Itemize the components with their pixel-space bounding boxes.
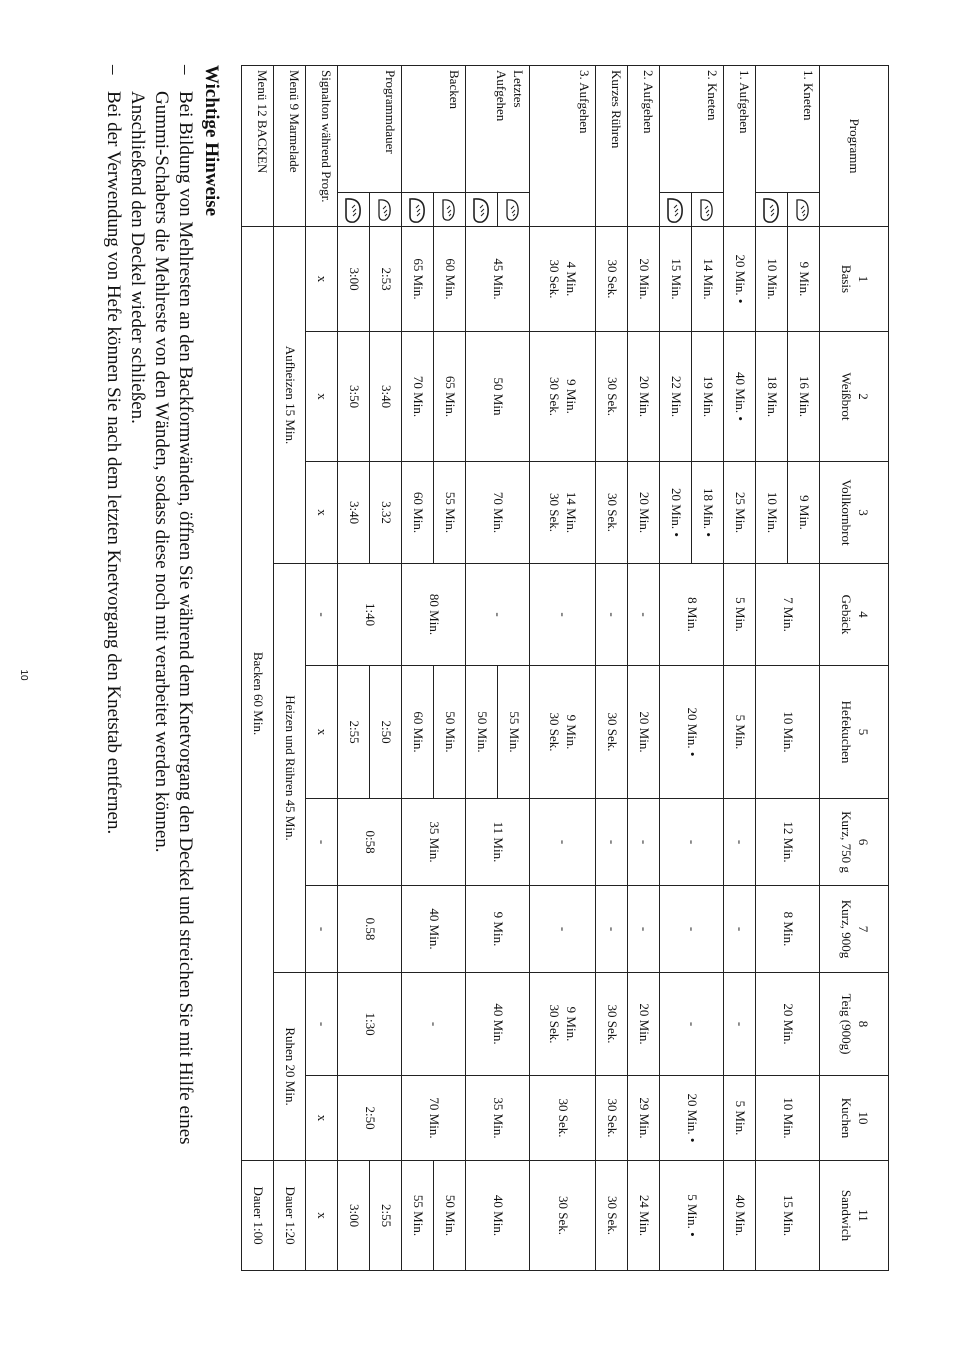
cell: x — [306, 666, 338, 799]
cell: Aufheizen 15 Min. — [274, 227, 306, 564]
row-label: 1. Kneten — [756, 66, 820, 193]
cell: - — [724, 886, 756, 973]
program-table — [241, 65, 889, 1271]
cell: - — [530, 886, 596, 973]
page-number: 10 — [18, 669, 29, 681]
cell: 8 Min. — [756, 886, 820, 973]
cell: 2:50 — [370, 666, 402, 799]
row-label: Programmdauer — [338, 66, 402, 193]
row-letztes-small — [498, 66, 530, 1271]
cell: 30 Sek. — [530, 1076, 596, 1161]
cell: 22 Min. — [660, 332, 692, 462]
cell: 50 Min. — [466, 666, 498, 799]
cell: 0.58 — [338, 886, 402, 973]
row-menu9 — [274, 66, 306, 1271]
cell: 60 Min. — [402, 462, 434, 564]
cell: 55 Min. — [498, 666, 530, 799]
cell: 16 Min. — [788, 332, 820, 462]
cell: x — [306, 332, 338, 462]
large-bread-loaf-icon — [660, 193, 692, 227]
row-label: Backen — [402, 66, 466, 193]
row-ruehren — [596, 66, 628, 1271]
cell: - — [596, 564, 628, 666]
header-col-7: 7 Kurz, 900g — [820, 886, 889, 973]
cell: 20 Min. — [628, 973, 660, 1076]
header-col-3: 3 Vollkornbrot — [820, 462, 889, 564]
row-label: Menü 12 BACKEN — [242, 66, 274, 227]
cell: 2:50 — [338, 1076, 402, 1161]
cell: Dauer 1:00 — [242, 1161, 274, 1271]
cell: - — [660, 973, 724, 1076]
cell: x — [306, 1076, 338, 1161]
cell: 20 Min. • — [724, 227, 756, 332]
large-bread-loaf-icon — [466, 193, 498, 227]
cell: - — [660, 886, 724, 973]
cell: 20 Min. • — [660, 666, 724, 799]
cell: 2:55 — [370, 1161, 402, 1271]
header-col-2: 2 Weißbrot — [820, 332, 889, 462]
cell: 0:58 — [338, 799, 402, 886]
small-bread-loaf-icon — [498, 193, 530, 227]
header-col-5: 5 Hefekuchen — [820, 666, 889, 799]
cell: 20 Min. — [756, 973, 820, 1076]
cell: 14 Min. — [692, 227, 724, 332]
cell: - — [628, 799, 660, 886]
cell: 60 Min. — [434, 227, 466, 332]
cell: - — [306, 973, 338, 1076]
cell: 55 Min. — [402, 1161, 434, 1271]
row-label: Signalton während Progr. — [306, 66, 338, 227]
cell: 30 Sek. — [530, 1161, 596, 1271]
cell: 19 Min. — [692, 332, 724, 462]
cell: - — [402, 973, 466, 1076]
cell: 9 Min. — [466, 886, 530, 973]
note-item: – Bei der Verwendung von Hefe können Sie nach dem letzten Knetvorgang den Knetstab entfernen. — [103, 65, 124, 835]
header-col-8: 8 Teig (900g) — [820, 973, 889, 1076]
cell: 18 Min. — [756, 332, 788, 462]
large-bread-loaf-icon — [756, 193, 788, 227]
cell: 30 Sek. — [596, 332, 628, 462]
important-notes — [101, 65, 223, 1290]
row-label: 2. Kneten — [660, 66, 724, 193]
cell: 4 Min. 30 Sek. — [530, 227, 596, 332]
header-col-10: 10 Kuchen — [820, 1076, 889, 1161]
cell: 20 Min. • — [660, 1076, 724, 1161]
cell: Heizen und Rühren 45 Min. — [274, 564, 306, 973]
cell: - — [306, 799, 338, 886]
large-bread-loaf-icon — [338, 193, 370, 227]
cell: Dauer 1:20 — [274, 1161, 306, 1271]
cell: 65 Min. — [434, 332, 466, 462]
cell: 9 Min. — [788, 462, 820, 564]
cell: 60 Min. — [402, 666, 434, 799]
header-col-1: 1 Basis — [820, 227, 889, 332]
cell: 30 Sek. — [596, 1076, 628, 1161]
row-aufgehen1 — [724, 66, 756, 1271]
cell: 50 Min. — [434, 666, 466, 799]
cell: 24 Min. — [628, 1161, 660, 1271]
cell: - — [530, 799, 596, 886]
cell: - — [628, 564, 660, 666]
cell: 40 Min. • — [724, 332, 756, 462]
row-label: Kurzes Rühren — [596, 66, 628, 227]
cell: Backen 60 Min. — [242, 227, 274, 1161]
cell: 20 Min. — [628, 666, 660, 799]
header-col-11: 11 Sandwich — [820, 1161, 889, 1271]
row-kneten2-small — [692, 66, 724, 1271]
cell: 2:53 — [370, 227, 402, 332]
cell: 70 Min. — [466, 462, 530, 564]
cell: 35 Min. — [466, 1076, 530, 1161]
cell: 40 Min. — [724, 1161, 756, 1271]
cell: 9 Min. 30 Sek. — [530, 332, 596, 462]
cell: - — [466, 564, 530, 666]
cell: 30 Sek. — [596, 227, 628, 332]
cell: 40 Min. — [402, 886, 466, 973]
cell: 30 Sek. — [596, 973, 628, 1076]
cell: 70 Min. — [402, 332, 434, 462]
cell: - — [596, 886, 628, 973]
row-aufgehen2 — [628, 66, 660, 1271]
row-menu12 — [242, 66, 274, 1271]
header-programm: Programm — [820, 66, 889, 227]
cell: - — [306, 886, 338, 973]
cell: x — [306, 1161, 338, 1271]
cell: - — [596, 799, 628, 886]
cell: 50 Min — [466, 332, 530, 462]
cell: 10 Min. — [756, 227, 788, 332]
cell: 9 Min. — [788, 227, 820, 332]
row-backen-small — [434, 66, 466, 1271]
cell: - — [724, 799, 756, 886]
cell: 40 Min. — [466, 973, 530, 1076]
cell: 3:00 — [338, 227, 370, 332]
cell: 5 Min. • — [660, 1161, 724, 1271]
cell: Ruhen 20 Min. — [274, 973, 306, 1161]
cell: - — [306, 564, 338, 666]
cell: 8 Min. — [660, 564, 724, 666]
cell: 20 Min. — [628, 332, 660, 462]
header-col-6: 6 Kurz, 750 g — [820, 799, 889, 886]
cell: 80 Min. — [402, 564, 466, 666]
cell: 10 Min. — [756, 666, 820, 799]
cell: 55 Min. — [434, 462, 466, 564]
cell: 12 Min. — [756, 799, 820, 886]
header-row — [820, 66, 889, 1271]
cell: 20 Min. — [628, 227, 660, 332]
cell: 29 Min. — [628, 1076, 660, 1161]
cell: 2:55 — [338, 666, 370, 799]
small-bread-loaf-icon — [692, 193, 724, 227]
notes-title: Wichtige Hinweise — [201, 65, 222, 217]
cell: 45 Min. — [466, 227, 530, 332]
cell: 40 Min. — [466, 1161, 530, 1271]
small-bread-loaf-icon — [370, 193, 402, 227]
cell: 30 Sek. — [596, 1161, 628, 1271]
row-label: 2. Aufgehen — [628, 66, 660, 227]
row-label: Menü 9 Marmelade — [274, 66, 306, 227]
cell: 1:30 — [338, 973, 402, 1076]
cell: 30 Sek. — [596, 666, 628, 799]
cell: 3:40 — [338, 462, 370, 564]
cell: 9 Min. 30 Sek. — [530, 973, 596, 1076]
small-bread-loaf-icon — [434, 193, 466, 227]
cell: 20 Min. — [628, 462, 660, 564]
cell: 9 Min. 30 Sek. — [530, 666, 596, 799]
row-label: 3. Aufgehen — [530, 66, 596, 227]
row-signal — [306, 66, 338, 1271]
cell: 15 Min. — [660, 227, 692, 332]
small-bread-loaf-icon — [788, 193, 820, 227]
cell: x — [306, 462, 338, 564]
cell: 5 Min. — [724, 564, 756, 666]
row-dauer-small — [370, 66, 402, 1271]
cell: 15 Min. — [756, 1161, 820, 1271]
header-col-4: 4 Gebäck — [820, 564, 889, 666]
cell: 5 Min. — [724, 1076, 756, 1161]
cell: 3.32 — [370, 462, 402, 564]
cell: - — [660, 799, 724, 886]
row-aufgehen3 — [530, 66, 596, 1271]
cell: - — [628, 886, 660, 973]
cell: 14 Min. 30 Sek. — [530, 462, 596, 564]
cell: 11 Min. — [466, 799, 530, 886]
cell: 18 Min. • — [692, 462, 724, 564]
cell: 70 Min. — [402, 1076, 466, 1161]
cell: 5 Min. — [724, 666, 756, 799]
cell: 35 Min. — [402, 799, 466, 886]
cell: x — [306, 227, 338, 332]
row-kneten1-small — [788, 66, 820, 1271]
cell: 3:00 — [338, 1161, 370, 1271]
cell: 10 Min. — [756, 462, 788, 564]
cell: 10 Min. — [756, 1076, 820, 1161]
note-item: – Bei Bildung von Mehlresten an den Backformwänden, öffnen Sie während dem Knetvorgang den Deckel und streichen Sie mit Hilfe eines Gummi-Schabers die Mehlreste von den Wänden, sodass diese noch mit verarbeitet werden können. Anschließend den Deckel wieder schließen. — [127, 65, 196, 1145]
cell: - — [530, 564, 596, 666]
cell: 65 Min. — [402, 227, 434, 332]
cell: 30 Sek. — [596, 462, 628, 564]
cell: 25 Min. — [724, 462, 756, 564]
cell: 3:40 — [370, 332, 402, 462]
row-label: 1. Aufgehen — [724, 66, 756, 227]
cell: 20 Min. • — [660, 462, 692, 564]
cell: - — [724, 973, 756, 1076]
row-label: Letztes Aufgehen — [466, 66, 530, 193]
cell: 1:40 — [338, 564, 402, 666]
cell: 50 Min. — [434, 1161, 466, 1271]
cell: 7 Min. — [756, 564, 820, 666]
cell: 3:50 — [338, 332, 370, 462]
large-bread-loaf-icon — [402, 193, 434, 227]
